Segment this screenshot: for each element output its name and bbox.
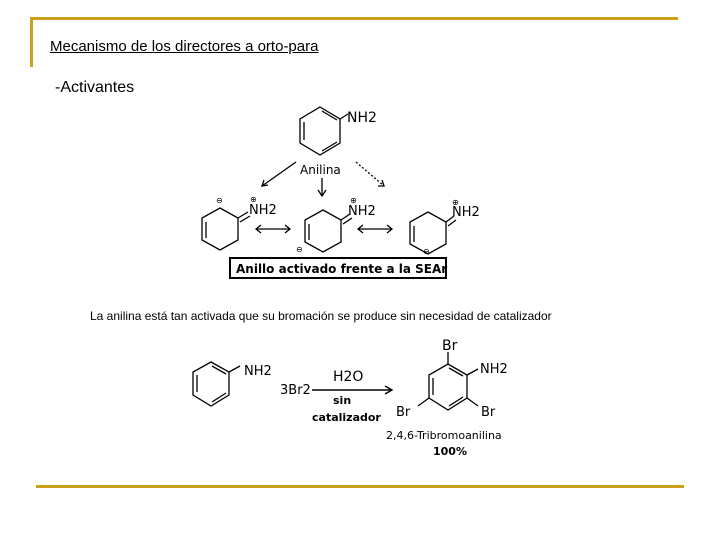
product-tribromoaniline-ring [418, 352, 478, 410]
minus-charge-left: ⊖ [216, 196, 223, 205]
reactant-aniline-ring [193, 362, 240, 406]
product-amine-label: NH2 [480, 362, 508, 377]
minus-charge-right: ⊖ [423, 247, 430, 256]
slide-subtitle: -Activantes [55, 79, 135, 96]
middle-amine-label: NH2 [348, 204, 376, 219]
yield-label: 100% [433, 445, 467, 458]
aniline-ring-top [300, 107, 348, 155]
product-name: 2,4,6-Tribromoanilina [386, 429, 502, 442]
condition-line-1: sin [333, 394, 352, 407]
condition-line-2: catalizador [312, 411, 381, 424]
right-amine-label: NH2 [452, 205, 480, 220]
resonance-structure-middle [305, 210, 352, 252]
arrow-to-right [356, 162, 384, 186]
minus-charge-middle: ⊖ [296, 245, 303, 254]
activation-caption: Anillo activado frente a la SEAr [236, 262, 448, 276]
reagent-label: 3Br2 [280, 383, 311, 398]
arrow-to-left [262, 162, 296, 186]
plus-charge-right: ⊕ [452, 198, 459, 207]
resonance-structure-left [202, 208, 250, 250]
resonance-structure-right [410, 212, 456, 254]
solvent-label: H2O [333, 369, 364, 385]
plus-charge-left: ⊕ [250, 195, 257, 204]
product-br-left: Br [396, 405, 411, 420]
plus-charge-middle: ⊕ [350, 196, 357, 205]
product-br-right: Br [481, 405, 496, 420]
reactant-amine-label: NH2 [244, 364, 272, 379]
slide-title: Mecanismo de los directores a orto-para [50, 38, 319, 55]
product-br-top: Br [442, 338, 458, 354]
bromination-note: La anilina está tan activada que su bromación se produce sin necesidad de catalizador [90, 309, 552, 323]
top-amine-label: NH2 [347, 110, 377, 126]
left-amine-label: NH2 [249, 203, 277, 218]
anilina-label: Anilina [300, 163, 341, 177]
